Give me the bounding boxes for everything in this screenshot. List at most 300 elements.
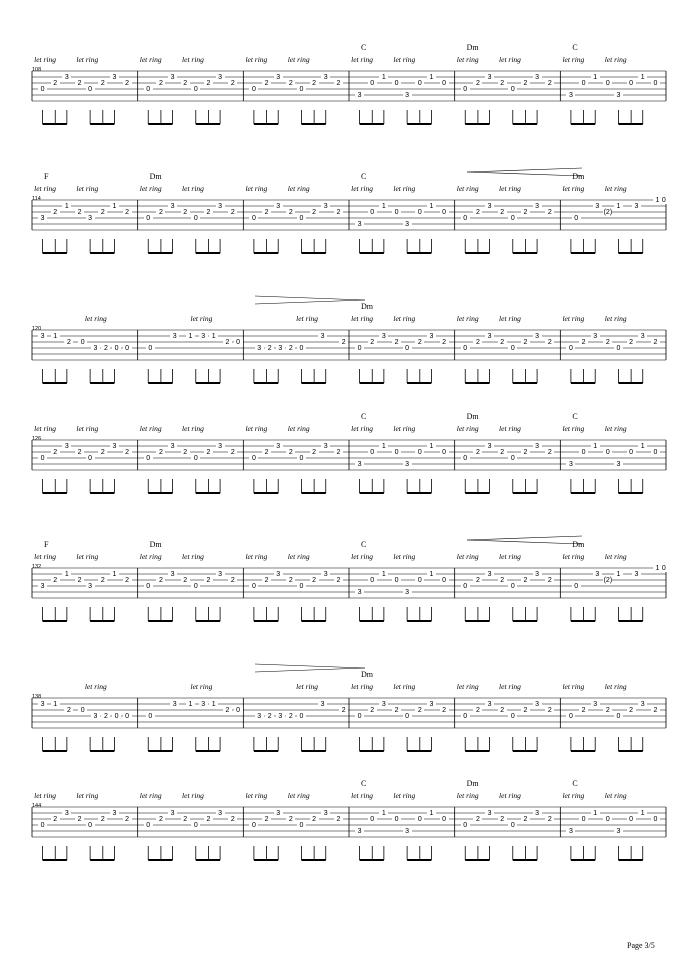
fret-number: 3 [355, 828, 364, 835]
hairpin-line [255, 664, 365, 668]
fret-number: 3 [168, 443, 177, 450]
fret-number: 0 [368, 449, 377, 456]
fret-number: 0 [508, 215, 517, 222]
fret-number: 3 [632, 571, 641, 578]
let-ring-label: let ring [84, 314, 107, 323]
fret-number: 2 [310, 80, 319, 87]
measure-number: 138 [32, 694, 42, 700]
fret-number: 2 [545, 577, 554, 584]
fret-number: 0 [144, 86, 153, 93]
let-ring-label: let ring [456, 682, 479, 691]
fret-number: 2 [156, 209, 165, 216]
fret-number: 3 [276, 345, 285, 352]
fret-number: 2 [98, 80, 107, 87]
fret-number: 2 [123, 209, 132, 216]
fret-number: 3 [38, 333, 47, 340]
fret-number: 0 [368, 577, 377, 584]
let-ring-label: let ring [499, 791, 521, 800]
page-number: Page 3/5 [627, 941, 655, 950]
fret-number: 0 [249, 86, 258, 93]
let-ring-label: let ring [182, 184, 204, 193]
fret-number: 0 [355, 345, 364, 352]
fret-number: 0 [659, 197, 668, 204]
let-ring-label: let ring [499, 314, 521, 323]
fret-number: 3 [403, 828, 412, 835]
chord-name: C [572, 43, 578, 52]
fret-number: 2 [98, 816, 107, 823]
fret-number: 2 [262, 80, 271, 87]
let-ring-label: let ring [287, 55, 310, 64]
let-ring-label: let ring [562, 424, 585, 433]
chord-name: Dm [466, 412, 479, 421]
fret-number: 0 [144, 822, 153, 829]
fret-number: 2 [521, 209, 530, 216]
chord-name: C [361, 540, 367, 549]
fret-number: 2 [228, 816, 237, 823]
fret-number: 2 [521, 577, 530, 584]
let-ring-label: let ring [393, 184, 416, 193]
fret-number: 0 [249, 822, 258, 829]
fret-number: 2 [545, 707, 554, 714]
chord-name: Dm [361, 302, 373, 311]
fret-number: 3 [614, 461, 623, 468]
fret-number: 3 [485, 74, 494, 81]
fret-number: 3 [403, 221, 412, 228]
hairpin-line [255, 300, 365, 304]
fret-number: 2 [521, 449, 530, 456]
fret-number: 3 [170, 701, 179, 708]
fret-number: 2 [51, 816, 60, 823]
let-ring-label: let ring [351, 682, 373, 691]
fret-number: 2 [181, 80, 190, 87]
fret-number: 2 [228, 577, 237, 584]
fret-number: 2 [64, 707, 73, 714]
fret-number: 2 [339, 339, 348, 346]
fret-number: 1 [209, 333, 218, 340]
fret-number: 0 [191, 583, 200, 590]
measure-number: 126 [32, 436, 42, 442]
fret-number: 0 [144, 583, 153, 590]
fret-number: 0 [392, 80, 401, 87]
let-ring-label: let ring [351, 184, 373, 193]
fret-number: 0 [579, 80, 588, 87]
fret-number: 3 [199, 333, 208, 340]
fret-number: 3 [274, 571, 283, 578]
fret-number: 2 [473, 80, 482, 87]
fret-number: 2 [473, 816, 482, 823]
let-ring-label: let ring [287, 552, 310, 561]
fret-number: 2 [286, 209, 295, 216]
fret-number: 2 [521, 816, 530, 823]
fret-number: 0 [461, 86, 470, 93]
fret-number: 2 [368, 339, 377, 346]
fret-number: 3 [38, 701, 47, 708]
let-ring-label: let ring [456, 424, 479, 433]
fret-number: 1 [209, 701, 218, 708]
fret-number: 1 [51, 701, 60, 708]
let-ring-label: let ring [499, 184, 521, 193]
fret-number: 2 [228, 449, 237, 456]
let-ring-label: let ring [499, 424, 521, 433]
let-ring-label: let ring [84, 682, 107, 691]
fret-number: 0 [508, 822, 517, 829]
fret-number: 1 [379, 571, 388, 578]
fret-number: 2 [181, 449, 190, 456]
fret-number: 3 [593, 203, 602, 210]
fret-number: 3 [91, 345, 100, 352]
fret-number: 3 [38, 583, 47, 590]
fret-number: 3 [170, 333, 179, 340]
hairpin-line [467, 536, 582, 540]
let-ring-label: let ring [287, 791, 310, 800]
let-ring-label: let ring [393, 791, 416, 800]
fret-number: 2 [579, 339, 588, 346]
fret-number: 3 [533, 203, 542, 210]
fret-number: 1 [186, 333, 195, 340]
fret-number: 0 [508, 713, 517, 720]
fret-number: 2 [545, 449, 554, 456]
fret-number: 0 [191, 822, 200, 829]
fret-number: 1 [591, 443, 600, 450]
let-ring-label: let ring [76, 791, 99, 800]
fret-number: 2 [286, 713, 295, 720]
fret-number: 3 [403, 461, 412, 468]
fret-number: 2 [204, 449, 213, 456]
fret-number: 0 [461, 455, 470, 462]
let-ring-label: let ring [604, 791, 627, 800]
fret-number: 0 [603, 449, 612, 456]
fret-number: 1 [653, 197, 662, 204]
fret-number: 2 [415, 339, 424, 346]
let-ring-label: let ring [456, 55, 479, 64]
hairpin-line [467, 172, 582, 176]
let-ring-label: let ring [456, 314, 479, 323]
chord-name: Dm [572, 172, 585, 181]
let-ring-label: let ring [139, 55, 162, 64]
fret-number: 1 [51, 333, 60, 340]
fret-number: 0 [146, 713, 155, 720]
fret-number: 3 [91, 713, 100, 720]
let-ring-label: let ring [604, 184, 627, 193]
fret-number: 1 [427, 443, 436, 450]
hairpin-line [467, 168, 582, 172]
fret-number: 0 [144, 455, 153, 462]
fret-number: 2 [473, 577, 482, 584]
fret-number: 2 [310, 449, 319, 456]
fret-number: 3 [216, 443, 225, 450]
let-ring-label: let ring [604, 424, 627, 433]
chord-name: Dm [572, 540, 585, 549]
fret-number: 2 [498, 577, 507, 584]
let-ring-label: let ring [182, 791, 204, 800]
fret-number: 3 [355, 589, 364, 596]
let-ring-label: let ring [351, 791, 373, 800]
fret-number: 2 [98, 209, 107, 216]
fret-number: 3 [110, 74, 119, 81]
fret-number: 0 [234, 707, 243, 714]
fret-number: 3 [321, 810, 330, 817]
fret-number: 2 [204, 209, 213, 216]
fret-number: 0 [392, 577, 401, 584]
let-ring-label: let ring [245, 55, 268, 64]
fret-number: 0 [440, 449, 449, 456]
fret-number: 1 [653, 565, 662, 572]
measure-number: 144 [32, 803, 42, 809]
fret-number: 0 [572, 215, 581, 222]
fret-number: 2 [603, 339, 612, 346]
fret-number: 0 [297, 215, 306, 222]
fret-number: 3 [255, 345, 264, 352]
fret-number: 2 [98, 577, 107, 584]
fret-number: 1 [614, 571, 623, 578]
fret-number: 3 [533, 74, 542, 81]
fret-number: 2 [415, 707, 424, 714]
fret-number: 2 [334, 209, 343, 216]
fret-number: 2 [204, 80, 213, 87]
fret-number: 3 [533, 810, 542, 817]
measure-number: 132 [32, 564, 42, 570]
fret-number: 0 [508, 583, 517, 590]
fret-number: 2 [392, 339, 401, 346]
fret-number: 0 [508, 345, 517, 352]
chord-name: Dm [466, 779, 479, 788]
fret-number: 3 [485, 701, 494, 708]
fret-number: 0 [144, 215, 153, 222]
fret-number: 2 [286, 345, 295, 352]
fret-number: 3 [62, 443, 71, 450]
fret-number: 0 [297, 583, 306, 590]
fret-number: 0 [297, 455, 306, 462]
chord-name: C [361, 172, 367, 181]
let-ring-label: let ring [351, 55, 373, 64]
fret-number: 3 [593, 571, 602, 578]
fret-number: 1 [62, 203, 71, 210]
fret-number: 2 [603, 707, 612, 714]
fret-number: 2 [181, 209, 190, 216]
fret-number: 0 [440, 209, 449, 216]
fret-number: 0 [86, 86, 95, 93]
chord-name: C [361, 779, 367, 788]
fret-number: 1 [379, 443, 388, 450]
fret-number: 2 [262, 816, 271, 823]
fret-number: 2 [498, 707, 507, 714]
fret-number: 3 [199, 701, 208, 708]
fret-number: 0 [146, 345, 155, 352]
fret-number: 3 [485, 810, 494, 817]
fret-number: 2 [156, 816, 165, 823]
fret-number: 3 [38, 215, 47, 222]
fret-number: 2 [51, 80, 60, 87]
fret-number: 2 [204, 816, 213, 823]
fret-number: 0 [86, 822, 95, 829]
let-ring-label: let ring [139, 184, 162, 193]
fret-number: 2 [334, 816, 343, 823]
fret-number: 2 [123, 816, 132, 823]
fret-number: 3 [168, 203, 177, 210]
fret-number: 2 [334, 449, 343, 456]
let-ring-label: let ring [182, 424, 204, 433]
measure-number: 120 [32, 326, 42, 332]
fret-number: 0 [461, 345, 470, 352]
fret-number: 3 [591, 333, 600, 340]
measure-number: 108 [32, 67, 42, 73]
fret-number: 0 [579, 449, 588, 456]
fret-number: 0 [112, 713, 121, 720]
fret-number: 1 [110, 571, 119, 578]
fret-number: 3 [216, 74, 225, 81]
fret-number: 0 [579, 816, 588, 823]
let-ring-label: let ring [604, 682, 627, 691]
let-ring-label: let ring [34, 552, 56, 561]
fret-number: 0 [368, 816, 377, 823]
fret-number: 0 [415, 816, 424, 823]
fret-number: 0 [461, 713, 470, 720]
fret-number: 0 [123, 345, 132, 352]
fret-number: 2 [262, 577, 271, 584]
fret-number: 1 [379, 203, 388, 210]
let-ring-label: let ring [245, 184, 268, 193]
fret-number: 3 [321, 443, 330, 450]
let-ring-label: let ring [34, 184, 56, 193]
fret-number: 3 [255, 713, 264, 720]
fret-number: 3 [274, 203, 283, 210]
fret-number: 2 [334, 80, 343, 87]
fret-number: 2 [545, 816, 554, 823]
fret-number: 0 [297, 713, 306, 720]
fret-number: 3 [614, 828, 623, 835]
fret-number: 0 [249, 455, 258, 462]
fret-number: 2 [310, 816, 319, 823]
fret-number: 2 [75, 577, 84, 584]
fret-number: 0 [508, 455, 517, 462]
fret-number: 0 [415, 80, 424, 87]
fret-number: 0 [415, 577, 424, 584]
let-ring-label: let ring [76, 424, 99, 433]
fret-number: 2 [310, 209, 319, 216]
fret-number: 2 [286, 816, 295, 823]
fret-number: 3 [638, 333, 647, 340]
fret-number: 2 [51, 209, 60, 216]
fret-number: 3 [355, 221, 364, 228]
fret-number: 2 [651, 707, 660, 714]
fret-number: (2) [603, 576, 613, 584]
fret-number: 2 [473, 339, 482, 346]
let-ring-label: let ring [34, 791, 56, 800]
fret-number: 0 [191, 215, 200, 222]
let-ring-label: let ring [562, 682, 585, 691]
let-ring-label: let ring [562, 55, 585, 64]
let-ring-label: let ring [562, 552, 585, 561]
fret-number: 0 [627, 816, 636, 823]
fret-number: 0 [191, 86, 200, 93]
fret-number: 3 [485, 571, 494, 578]
fret-number: 2 [98, 449, 107, 456]
fret-number: 0 [249, 583, 258, 590]
fret-number: 2 [123, 80, 132, 87]
fret-number: 3 [638, 701, 647, 708]
fret-number: (2) [603, 208, 613, 216]
let-ring-label: let ring [139, 791, 162, 800]
fret-number: 2 [265, 345, 274, 352]
fret-number: 0 [38, 86, 47, 93]
fret-number: 2 [64, 339, 73, 346]
fret-number: 2 [262, 209, 271, 216]
fret-number: 2 [545, 80, 554, 87]
fret-number: 1 [638, 810, 647, 817]
chord-name: Dm [149, 540, 162, 549]
fret-number: 2 [498, 339, 507, 346]
fret-number: 2 [473, 449, 482, 456]
fret-number: 3 [168, 74, 177, 81]
chord-name: Dm [361, 670, 373, 679]
fret-number: 3 [62, 810, 71, 817]
fret-number: 2 [310, 577, 319, 584]
fret-number: 3 [533, 333, 542, 340]
let-ring-label: let ring [562, 184, 585, 193]
fret-number: 3 [274, 810, 283, 817]
measure-number: 114 [32, 196, 41, 202]
chord-name: C [572, 779, 578, 788]
fret-number: 2 [286, 80, 295, 87]
fret-number: 0 [234, 339, 243, 346]
let-ring-label: let ring [456, 184, 479, 193]
hairpin-line [255, 296, 365, 300]
fret-number: 3 [533, 701, 542, 708]
fret-number: 2 [262, 449, 271, 456]
fret-number: 0 [566, 713, 575, 720]
fret-number: 3 [566, 461, 575, 468]
let-ring-label: let ring [351, 552, 373, 561]
fret-number: 2 [579, 707, 588, 714]
chord-name: C [361, 412, 367, 421]
fret-number: 2 [204, 577, 213, 584]
fret-number: 2 [75, 209, 84, 216]
let-ring-label: let ring [182, 552, 204, 561]
let-ring-label: let ring [34, 55, 56, 64]
fret-number: 0 [112, 345, 121, 352]
fret-number: 0 [249, 215, 258, 222]
fret-number: 2 [228, 80, 237, 87]
chord-name: F [44, 172, 49, 181]
let-ring-label: let ring [296, 314, 319, 323]
fret-number: 0 [651, 449, 660, 456]
fret-number: 2 [51, 449, 60, 456]
fret-number: 2 [265, 713, 274, 720]
let-ring-label: let ring [499, 55, 521, 64]
let-ring-label: let ring [190, 314, 213, 323]
fret-number: 3 [86, 583, 95, 590]
fret-number: 3 [318, 333, 327, 340]
fret-number: 3 [276, 713, 285, 720]
fret-number: 2 [545, 339, 554, 346]
fret-number: 3 [318, 701, 327, 708]
fret-number: 3 [110, 443, 119, 450]
fret-number: 3 [321, 571, 330, 578]
fret-number: 0 [627, 449, 636, 456]
fret-number: 0 [461, 822, 470, 829]
fret-number: 3 [485, 443, 494, 450]
let-ring-label: let ring [76, 552, 99, 561]
chord-name: C [572, 412, 578, 421]
fret-number: 2 [123, 449, 132, 456]
fret-number: 3 [591, 701, 600, 708]
let-ring-label: let ring [604, 552, 627, 561]
fret-number: 0 [403, 345, 412, 352]
fret-number: 2 [440, 339, 449, 346]
let-ring-label: let ring [245, 424, 268, 433]
chord-name: Dm [466, 43, 479, 52]
fret-number: 2 [368, 707, 377, 714]
